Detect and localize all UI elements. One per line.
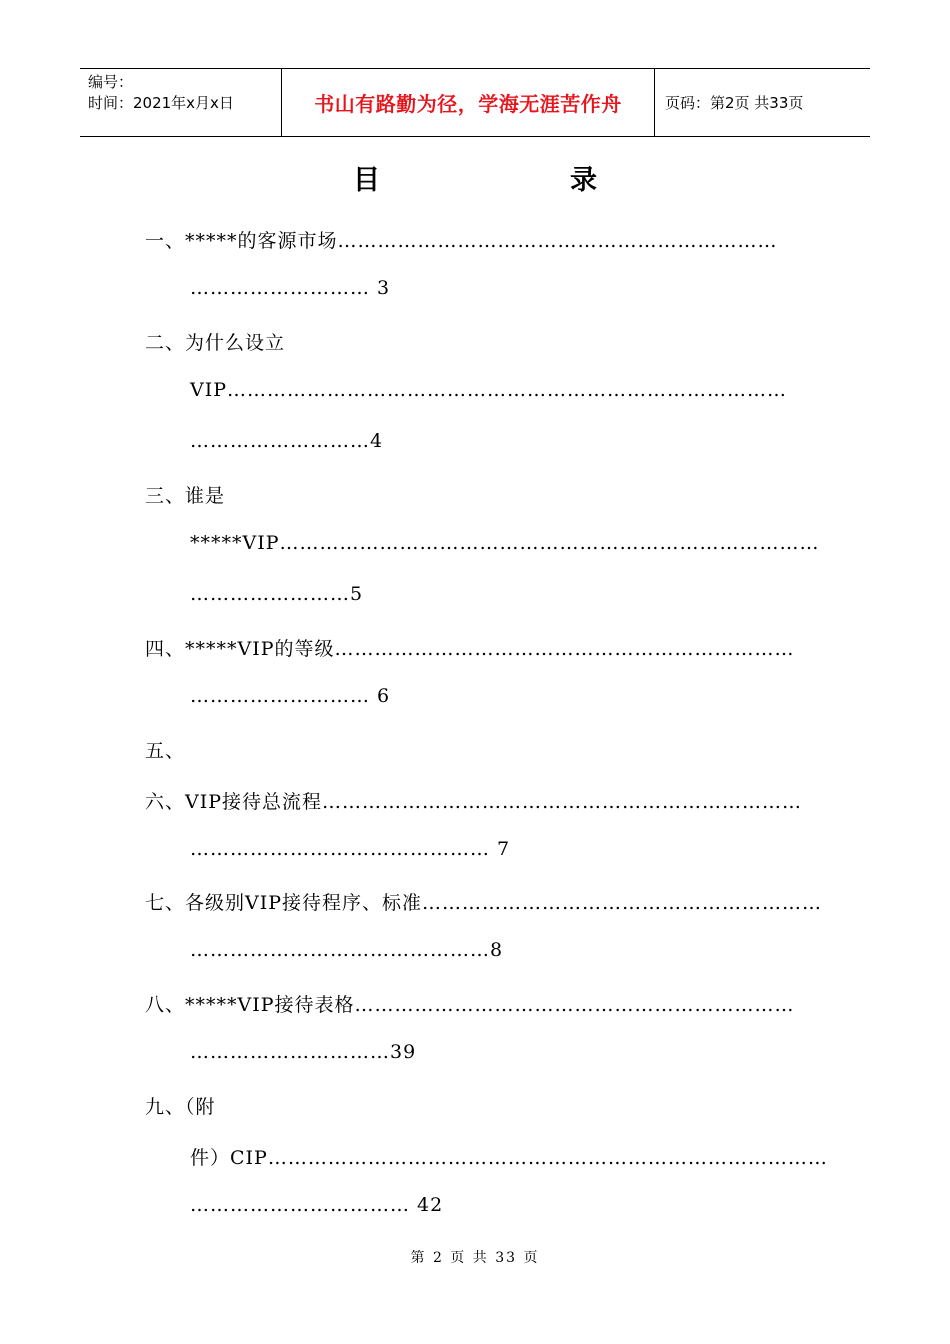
toc-item-1-line2: ……………………… 3 [190,277,391,299]
toc-item-3-line2: *****VIP……………………………………………………………………… [190,532,820,554]
toc-item-9-line3: …………………………… 42 [190,1194,444,1216]
header-meta [80,69,282,136]
toc-item-8-line2: …………………………39 [190,1041,417,1063]
toc-item-7-line1: 七、各级别VIP接待程序、标准…………………………………………………… [145,892,823,914]
number-label: 编号： [88,73,134,91]
time-label: 时间：2021年x月x日 [88,94,234,112]
toc-item-4-line2: ……………………… 6 [190,685,391,707]
toc-item-2-line1: 二、为什么设立 [145,332,286,354]
toc-item-7-line2: ………………………………………8 [190,939,504,961]
motto-text: 书山有路勤为径，学海无涯苦作舟 [314,92,622,116]
toc-item-9-line1: 九、（附 [145,1096,216,1118]
page-info-text: 页码：第2页 共33页 [665,94,804,112]
toc-item-6-line1: 六、VIP接待总流程……………………………………………………………… [145,791,803,813]
toc-item-1-line1: 一、*****的客源市场………………………………………………………… [145,230,778,252]
toc-title: 目录 [353,165,787,196]
header-page-info [655,69,870,136]
toc-item-5-line1: 五、 [145,740,186,762]
page-header [80,68,870,137]
header-motto [282,69,655,136]
toc-item-6-line2: ……………………………………… 7 [190,838,511,860]
toc-item-2-line3: ………………………4 [190,430,384,452]
toc-item-2-line2: VIP………………………………………………………………………… [190,379,788,401]
page-footer: 第 2 页 共 33 页 [410,1250,540,1266]
toc-item-3-line3: ……………………5 [190,583,364,605]
toc-item-3-line1: 三、谁是 [145,485,226,507]
toc-item-9-line2: 件）CIP………………………………………………………………………… [190,1147,828,1169]
toc-item-4-line1: 四、*****VIP的等级…………………………………………………………… [145,638,795,660]
toc-item-8-line1: 八、*****VIP接待表格………………………………………………………… [145,994,795,1016]
